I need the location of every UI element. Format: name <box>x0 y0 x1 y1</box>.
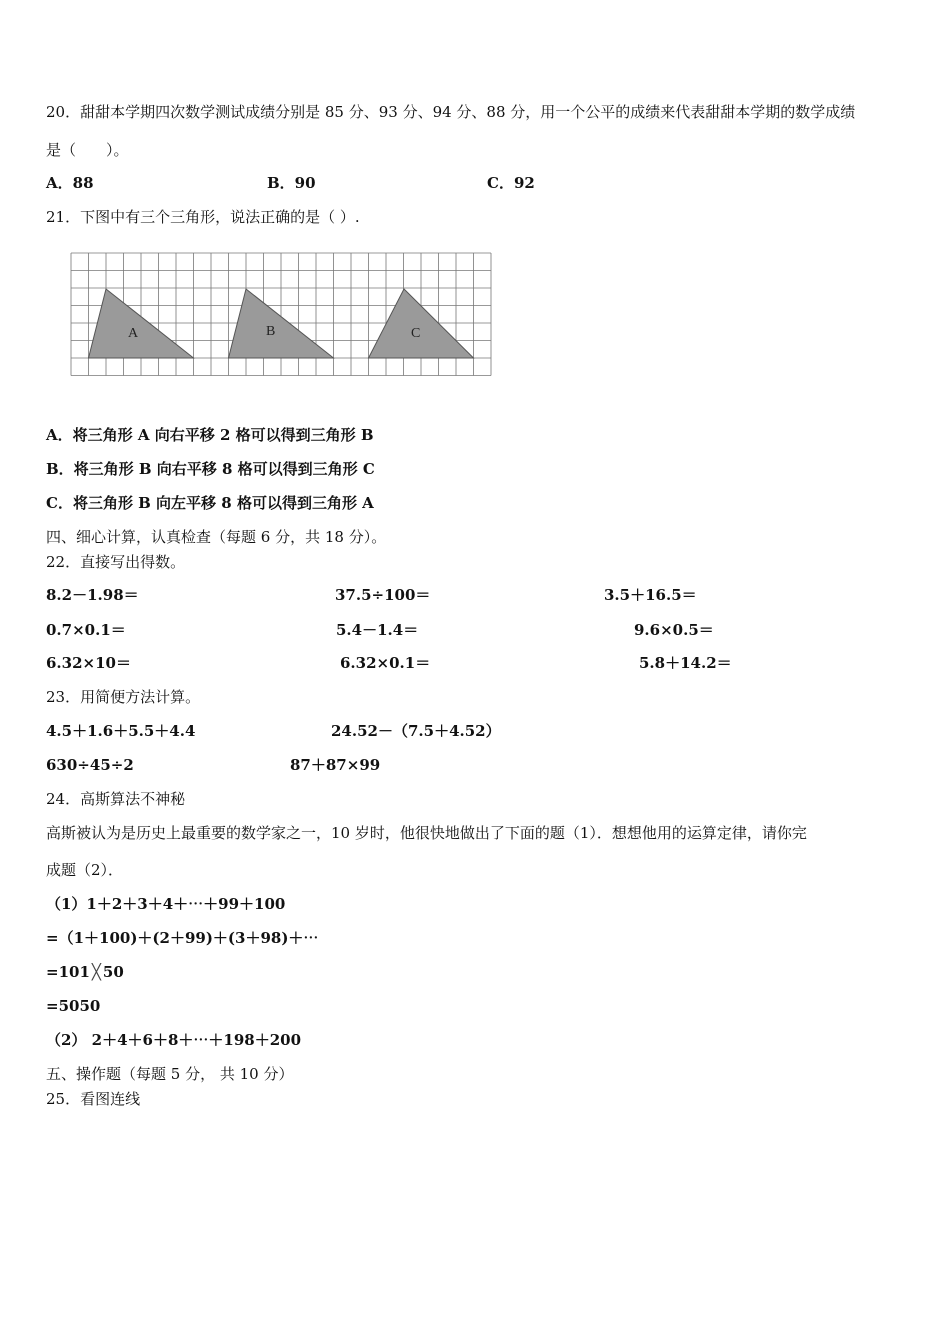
q22-item: 6.32×0.1＝ <box>340 654 431 672</box>
triangle-b-label: B <box>266 324 276 339</box>
triangle-grid-figure <box>68 250 498 380</box>
q22-item: 5.4－1.4＝ <box>336 621 419 639</box>
q22-item: 8.2－1.98＝ <box>46 586 139 604</box>
q21-option-a: A．将三角形 A 向右平移 2 格可以得到三角形 B <box>46 426 374 444</box>
q24-step-right: 50 <box>102 963 124 981</box>
q22-item: 3.5＋16.5＝ <box>604 586 697 604</box>
q22-item: 9.6×0.5＝ <box>634 621 714 639</box>
q21-option-c: C．将三角形 B 向左平移 8 格可以得到三角形 A <box>46 494 374 512</box>
q24-step: （1）1＋2＋3＋4＋⋯＋99＋100 <box>46 895 286 913</box>
q22-item: 5.8＋14.2＝ <box>639 654 732 672</box>
q21-option-b: B．将三角形 B 向右平移 8 格可以得到三角形 C <box>46 460 375 478</box>
q22-stem: 22．直接写出得数。 <box>46 553 186 571</box>
q22-item: 0.7×0.1＝ <box>46 621 126 639</box>
q21-stem: 21．下图中有三个三角形，说法正确的是（ ）. <box>46 208 360 226</box>
q22-item: 6.32×10＝ <box>46 654 131 672</box>
q20-stem-line1: 20．甜甜本学期四次数学测试成绩分别是 85 分、93 分、94 分、88 分，用一个公平的成绩来代表甜甜本学期的数学成绩 <box>46 103 856 121</box>
q24-stem: 24．高斯算法不神秘 <box>46 790 186 808</box>
q24-desc-line2: 成题（2）． <box>46 861 124 879</box>
q20-option-b: B．90 <box>267 174 316 192</box>
q24-desc-line1: 高斯被认为是历史上最重要的数学家之一，10 岁时，他很快地做出了下面的题（1）．想想他用的运算定律，请你完 <box>46 824 807 842</box>
q22-item: 37.5÷100＝ <box>335 586 431 604</box>
q20-option-c: C．92 <box>487 174 535 192</box>
triangle-c-label: C <box>411 326 421 341</box>
q25-stem: 25．看图连线 <box>46 1090 141 1108</box>
q24-step: =5050 <box>46 997 101 1015</box>
q23-item: 24.52－（7.5＋4.52） <box>331 722 501 740</box>
q23-item: 630÷45÷2 <box>46 756 134 774</box>
section-5-title: 五、操作题（每题 5 分， 共 10 分） <box>46 1065 294 1083</box>
q20-stem-line2: 是（ ）。 <box>46 141 129 159</box>
triangle-a-label: A <box>128 326 139 341</box>
section-4-title: 四、细心计算，认真检查（每题 6 分，共 18 分）。 <box>46 528 387 546</box>
q20-option-a: A．88 <box>46 174 94 192</box>
q24-step-left: =101 <box>46 963 90 981</box>
q23-stem: 23．用简便方法计算。 <box>46 688 201 706</box>
q24-step <box>46 962 124 982</box>
multiply-sign-icon: ╳ <box>91 963 101 981</box>
q24-step: =（1＋100)＋(2＋99)＋(3＋98)＋⋯ <box>46 929 319 947</box>
q23-item: 4.5＋1.6＋5.5＋4.4 <box>46 722 196 740</box>
q23-item: 87＋87×99 <box>290 756 381 774</box>
q24-part2: （2） 2＋4＋6＋8＋⋯＋198＋200 <box>46 1031 302 1049</box>
